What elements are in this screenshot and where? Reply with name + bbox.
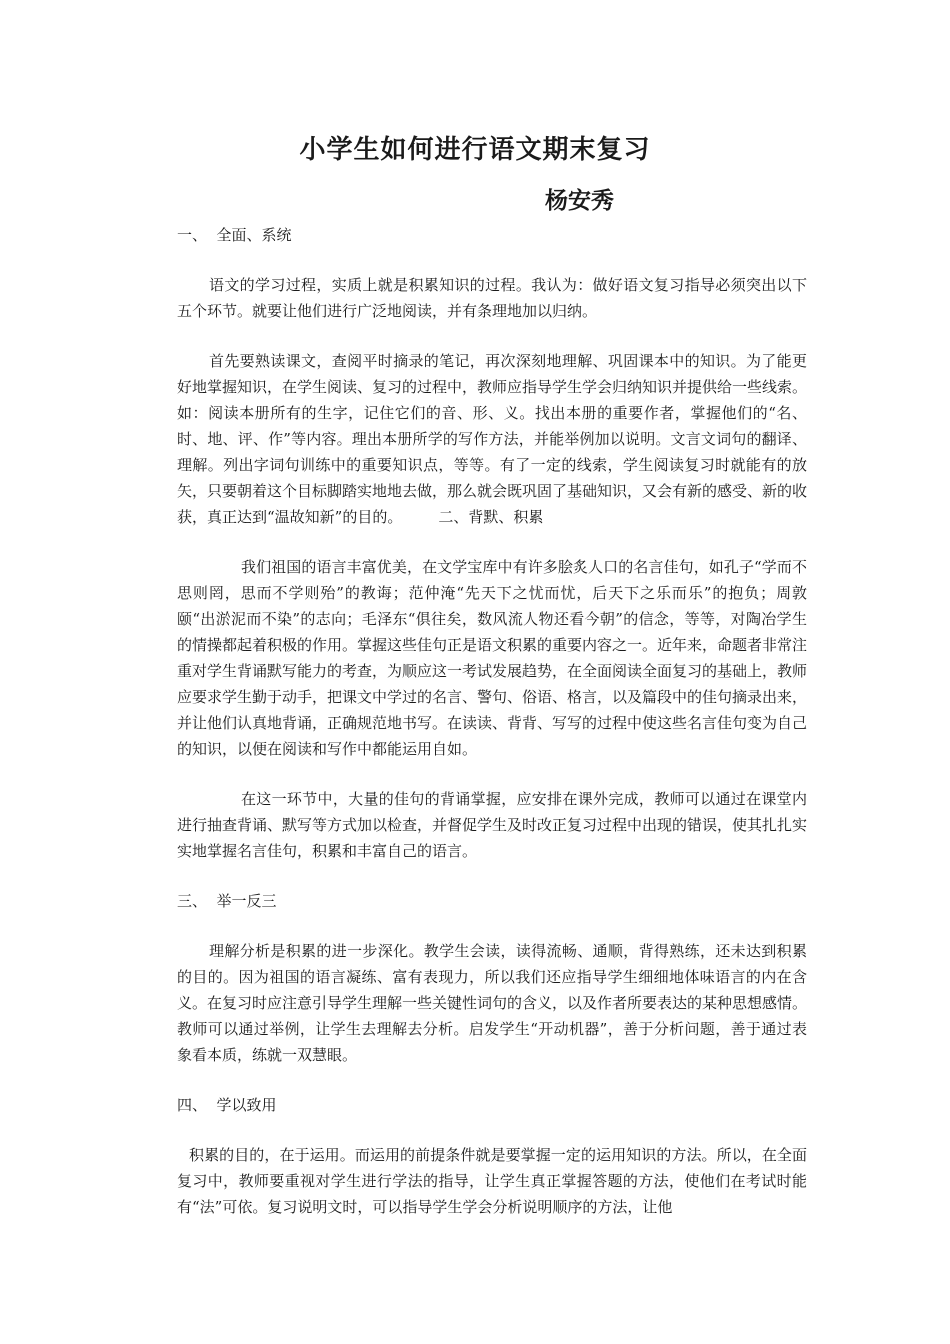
document-author: 杨安秀 xyxy=(545,188,614,214)
paragraph-text: 首先要熟读课文，查阅平时摘录的笔记，再次深刻地理解、巩固课本中的知识。为了能更好地掌握知识，在学生阅读、复习的过程中，教师应指导学生学会归纳知识并提供给一些线索。如：阅读本册所有的生字，记住它们的音、形、义。找出本册的重要作者，掌握他们的“名、时、地、评、作”等内容。理出本册所学的写作方法，并能举例加以说明。文言文词句的翻译、理解。列出字词句训练中的重要知识点，等等。有了一定的线索，学生阅读复习时就能有的放矢，只要朝着这个目标脚踏实地地去做，那么就会既巩固了基础知识，又会有新的感受、新的收获，真正达到“温故知新”的目的。 xyxy=(177,352,808,526)
document-title: 小学生如何进行语文期末复习 xyxy=(299,135,651,165)
section-heading-3: 三、 举一反三 xyxy=(177,892,277,910)
paragraph: 在这一环节中，大量的佳句的背诵掌握，应安排在课外完成，教师可以通过在课堂内进行抽查背诵、默写等方式加以检查，并督促学生及时改正复习过程中出现的错误，使其扎扎实实地掌握名言佳句，积累和丰富自己的语言。 xyxy=(177,790,808,860)
section-heading-2: 二、背默、积累 xyxy=(438,508,544,526)
paragraph: 积累的目的，在于运用。而运用的前提条件就是要掌握一定的运用知识的方法。所以，在全面复习中，教师要重视对学生进行学法的指导，让学生真正掌握答题的方法，使他们在考试时能有“法”可依。复习说明文时，可以指导学生学会分析说明顺序的方法，让他 xyxy=(177,1146,807,1216)
paragraph xyxy=(177,348,807,530)
paragraph: 语文的学习过程，实质上就是积累知识的过程。我认为：做好语文复习指导必须突出以下五个环节。就要让他们进行广泛地阅读，并有条理地加以归纳。 xyxy=(177,276,807,320)
paragraph: 理解分析是积累的进一步深化。教学生会读，读得流畅、通顺，背得熟练，还未达到积累的目的。因为祖国的语言凝练、富有表现力，所以我们还应指导学生细细地体味语言的内在含义。在复习时应注意引导学生理解一些关键性词句的含义，以及作者所要表达的某种思想感情。教师可以通过举例，让学生去理解去分析。启发学生“开动机器”，善于分析问题，善于通过表象看本质，练就一双慧眼。 xyxy=(177,942,808,1064)
document-body xyxy=(177,222,807,1244)
section-heading-1: 一、 全面、系统 xyxy=(177,226,292,244)
section-heading-4: 四、 学以致用 xyxy=(177,1096,277,1114)
paragraph: 我们祖国的语言丰富优美，在文学宝库中有许多脍炙人口的名言佳句，如孔子“学而不思则罔，思而不学则殆”的教诲；范仲淹“先天下之忧而忧，后天下之乐而乐”的抱负；周敦颐“出淤泥而不染”的志向；毛泽东“俱往矣，数风流人物还看今朝”的信念，等等，对陶冶学生的情操都起着积极的作用。掌握这些佳句正是语文积累的重要内容之一。近年来，命题者非常注重对学生背诵默写能力的考查，为顺应这一考试发展趋势，在全面阅读全面复习的基础上，教师应要求学生勤于动手，把课文中学过的名言、警句、俗语、格言，以及篇段中的佳句摘录出来，并让他们认真地背诵，正确规范地书写。在读读、背背、写写的过程中使这些名言佳句变为自己的知识，以便在阅读和写作中都能运用自如。 xyxy=(177,558,808,758)
